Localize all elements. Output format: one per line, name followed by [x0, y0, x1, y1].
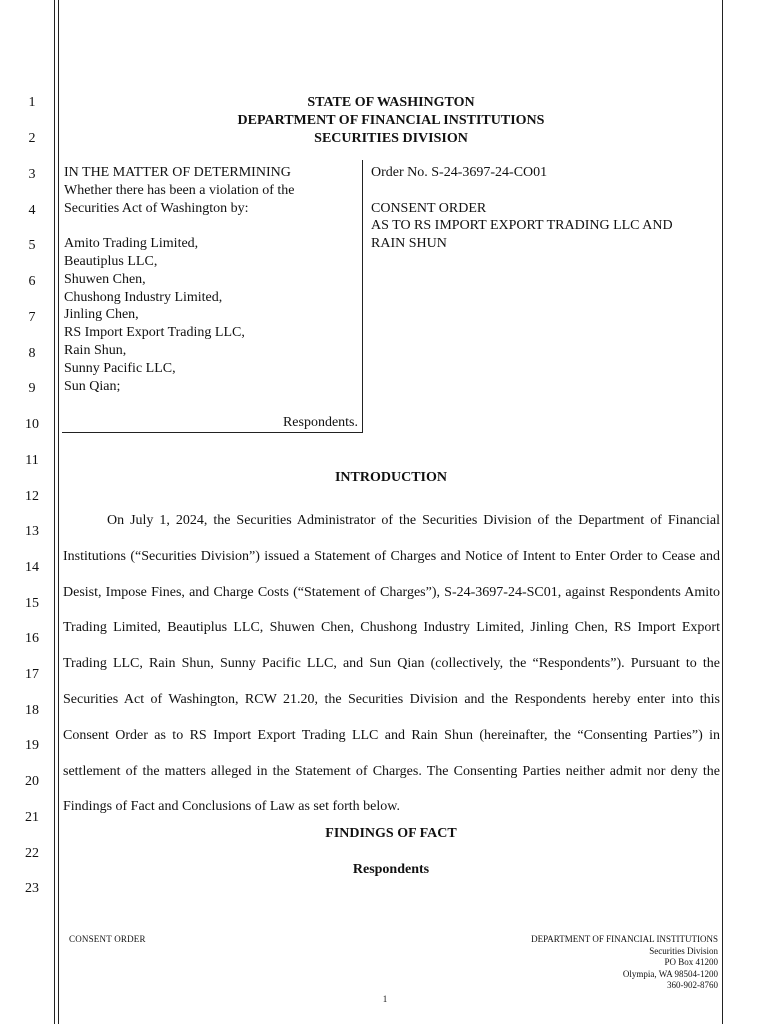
order-title: RAIN SHUN: [371, 236, 447, 252]
left-margin-rule-outer: [54, 0, 55, 1024]
line-number: 1: [28, 95, 36, 110]
caption-party: Amito Trading Limited,: [64, 236, 199, 252]
line-number: 17: [25, 667, 39, 682]
footer-phone: 360-902-8760: [667, 980, 718, 991]
caption-party: Beautiplus LLC,: [64, 253, 158, 269]
findings-subheading: Respondents: [352, 862, 430, 877]
findings-heading: FINDINGS OF FACT: [325, 826, 457, 841]
order-title: AS TO RS IMPORT EXPORT TRADING LLC AND: [371, 218, 673, 234]
line-number: 11: [25, 453, 39, 468]
footer-agency-name: DEPARTMENT OF FINANCIAL INSTITUTIONS: [531, 934, 718, 944]
caption-party: RS Import Export Trading LLC,: [64, 325, 245, 341]
line-number: 16: [25, 631, 39, 646]
introduction-heading: INTRODUCTION: [334, 470, 447, 485]
footer-city: Olympia, WA 98504-1200: [622, 968, 718, 979]
line-number: 21: [25, 810, 39, 825]
footer-document-title: CONSENT ORDER: [69, 934, 146, 944]
line-number: 9: [28, 381, 36, 396]
line-number: 14: [25, 560, 39, 575]
caption-party: Rain Shun,: [64, 342, 127, 358]
line-number: 3: [28, 167, 36, 182]
line-number: 7: [28, 310, 36, 325]
header-department: DEPARTMENT OF FINANCIAL INSTITUTIONS: [237, 113, 545, 128]
page-number: 1: [382, 994, 388, 1004]
line-number: 15: [25, 596, 39, 611]
header-state: STATE OF WASHINGTON: [307, 95, 475, 110]
caption-party: Sunny Pacific LLC,: [64, 360, 176, 376]
left-margin-rule-inner: [58, 0, 59, 1024]
caption-party: Shuwen Chen,: [64, 271, 146, 287]
line-number: 2: [28, 131, 36, 146]
right-margin-rule: [722, 0, 723, 1024]
order-title: CONSENT ORDER: [371, 200, 487, 216]
caption-party: Sun Qian;: [64, 378, 121, 394]
line-number: 12: [25, 489, 39, 504]
line-number: 6: [28, 274, 36, 289]
caption-divider-vertical: [362, 160, 363, 432]
line-number: 22: [25, 846, 39, 861]
caption-party: Chushong Industry Limited,: [64, 289, 223, 305]
introduction-body: [63, 503, 720, 825]
footer-agency-address: [531, 934, 718, 992]
line-number: 13: [25, 524, 39, 539]
line-number: 5: [28, 238, 36, 253]
caption-divider-horizontal: [62, 432, 363, 433]
line-number: 4: [28, 203, 36, 218]
respondents-label: Respondents.: [282, 415, 358, 430]
line-number: 20: [25, 774, 39, 789]
caption-matter-line: IN THE MATTER OF DETERMINING: [64, 165, 291, 180]
caption-matter-line: Whether there has been a violation of the: [64, 182, 295, 198]
footer-po-box: PO Box 41200: [664, 957, 718, 968]
order-number: Order No. S-24-3697-24-CO01: [371, 165, 548, 180]
line-number: 8: [28, 346, 36, 361]
footer-division: Securities Division: [649, 945, 718, 956]
caption-party: Jinling Chen,: [64, 307, 139, 323]
line-number: 10: [25, 417, 39, 432]
caption-matter-line: Securities Act of Washington by:: [64, 200, 249, 216]
line-number: 19: [25, 738, 39, 753]
caption-order-block: [371, 164, 711, 253]
line-number: 18: [25, 703, 39, 718]
introduction-paragraph: On July 1, 2024, the Securities Administrator of the Securities Division of the Department of Financial Institutions (“Securities Division”) issued a Statement of Charges and Notice of Intent to Enter Order to Cease and Desist, Impose Fines, and Charge Costs (“Statement of Charges”), S-24-3697-24-SC01, against Respondents Amito Trading Limited, Beautiplus LLC, Shuwen Chen, Chushong Industry Limited, Jinling Chen, RS Import Export Trading LLC, Rain Shun, Sunny Pacific LLC, and Sun Qian (collectively, the “Respondents”). Pursuant to the Securities Act of Washington, RCW 21.20, the Securities Division and the Respondents hereby enter into this Consent Order as to RS Import Export Trading LLC and Rain Shun (hereinafter, the “Consenting Parties”) in settlement of the matters alleged in the Statement of Charges. The Consenting Parties neither admit nor deny the Findings of Fact and Conclusions of Law as set forth below.: [63, 513, 720, 815]
header-division: SECURITIES DIVISION: [314, 131, 468, 146]
caption-matter-block: [64, 164, 358, 395]
line-number: 23: [25, 881, 39, 896]
